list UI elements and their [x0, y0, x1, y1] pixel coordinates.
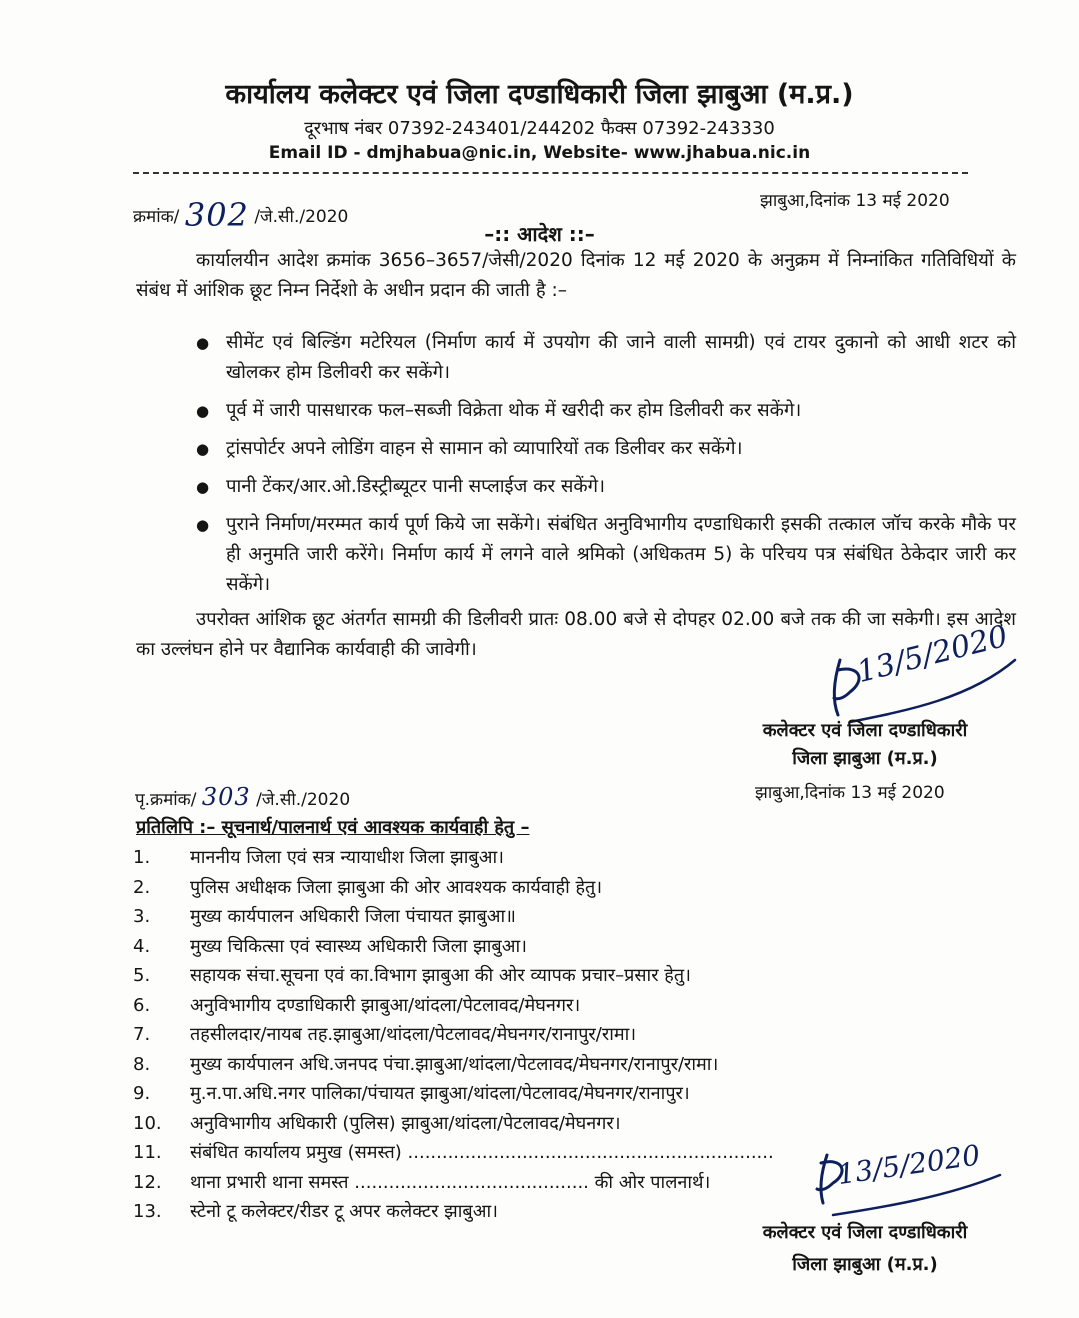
list-item: [133, 1109, 973, 1139]
copy-signatory-designation: कलेक्टर एवं जिला दण्डाधिकारी: [762, 1222, 968, 1243]
list-item: [133, 961, 973, 991]
recipient-number: 5.: [133, 965, 151, 986]
list-item: [133, 1079, 973, 1109]
list-item: [133, 1050, 973, 1080]
copy-signatory-district: जिला झाबुआ (म.प्र.): [792, 1254, 938, 1275]
signatory-district: जिला झाबुआ (म.प्र.): [792, 748, 938, 769]
recipient-number: 7.: [133, 1024, 151, 1045]
list-item: [133, 1020, 973, 1050]
recipient-number: 1.: [133, 847, 151, 868]
recipient-text: मु.न.पा.अधि.नगर पालिका/पंचायत झाबुआ/थांदला/पेटलावद/मेघनगर/रानापुर।: [190, 1083, 690, 1104]
recipient-number: 9.: [133, 1083, 151, 1104]
recipient-number: 6.: [133, 994, 151, 1016]
copy-date: झाबुआ,दिनांक 13 मई 2020: [755, 783, 945, 803]
recipient-number: 3.: [133, 906, 151, 927]
copy-ref-number-handwritten: 303: [201, 783, 251, 811]
recipient-text: स्टेनो टू कलेक्टर/रीडर टू अपर कलेक्टर झाबुआ।: [190, 1201, 498, 1222]
email-website-line: Email ID - dmjhabua@nic.in, Website- www.jhabua.nic.in: [268, 143, 811, 163]
recipient-number: 10.: [133, 1112, 162, 1134]
signatory-designation: कलेक्टर एवं जिला दण्डाधिकारी: [762, 720, 968, 741]
recipient-text: सहायक संचा.सूचना एवं का.विभाग झाबुआ की ओर व्यापक प्रचार–प्रसार हेतु।: [190, 965, 691, 986]
list-item: [133, 873, 973, 903]
recipient-number: 13.: [133, 1201, 162, 1222]
directive-item: ● पानी टेंकर/आर.ओ.डिस्ट्रीब्यूटर पानी सप्लाईज कर सकेंगे।: [196, 472, 1016, 502]
recipient-text: पुलिस अधीक्षक जिला झाबुआ की ओर आवश्यक कार्यवाही हेतु।: [190, 876, 603, 898]
recipient-text: मुख्य चिकित्सा एवं स्वास्थ्य अधिकारी जिला झाबुआ।: [190, 935, 527, 957]
recipient-text: अनुविभागीय दण्डाधिकारी झाबुआ/थांदला/पेटलावद/मेघनगर।: [190, 994, 581, 1016]
office-title: कार्यालय कलेक्टर एवं जिला दण्डाधिकारी जिला झाबुआ (म.प्र.): [225, 79, 854, 110]
order-ref-prefix: क्रमांक/: [133, 207, 180, 227]
order-ref-suffix: /जे.सी./2020: [254, 207, 349, 227]
recipient-number: 2.: [133, 876, 151, 898]
directive-item: ● ट्रांसपोर्टर अपने लोडिंग वाहन से सामान को व्यापारियों तक डिलीवर कर सकेंगे।: [196, 434, 1016, 464]
directive-item: ● पुराने निर्माण/मरम्मत कार्य पूर्ण किये जा सकेंगे। संबंधित अनुविभागीय दण्डाधिकारी इसकी तत्काल जॉच करके मौके पर ही अनुमति जारी करेंगे। निर्माण कार्य में लगने वाले श्रमिको (अधिकतम 5) के परिचय पत्र संबंधित ठेकेदार जारी कर सकेंगे।: [196, 510, 1016, 600]
list-item: [133, 902, 973, 932]
order-ref-number-handwritten: 302: [184, 196, 249, 234]
list-item: [133, 932, 973, 962]
order-date: झाबुआ,दिनांक 13 मई 2020: [760, 191, 950, 211]
order-intro: कार्यालयीन आदेश क्रमांक 3656–3657/जेसी/2020 दिनांक 12 मई 2020 के अनुक्रम में निम्नांकित गतिविधियों के संबंध में आंशिक छूट निम्न निर्देशो के अधीन प्रदान की जाती है :–: [136, 250, 1016, 301]
recipient-number: 12.: [133, 1171, 162, 1193]
recipient-text: थाना प्रभारी थाना समस्त ......................................... की ओर पालनार्थ।: [190, 1171, 711, 1193]
signature-date: 13/5/2020: [853, 618, 1012, 690]
copy-title: प्रतिलिपि :– सूचनार्थ/पालनार्थ एवं आवश्यक कार्यवाही हेतु –: [136, 817, 530, 838]
phone-fax-line: दूरभाष नंबर 07392-243401/244202 फैक्स 07392-243330: [304, 118, 775, 139]
copy-ref-prefix: पृ.क्रमांक/: [135, 790, 197, 810]
directive-item: ● पूर्व में जारी पासधारक फल–सब्जी विक्रेता थोक में खरीदी कर होम डिलीवरी कर सकेंगे।: [196, 396, 1016, 426]
recipient-text: मुख्य कार्यपालन अधि.जनपद पंचा.झाबुआ/थांदला/पेटलावद/मेघनगर/रानापुर/रामा।: [190, 1053, 719, 1075]
recipient-text: संबंधित कार्यालय प्रमुख (समस्त) ................................................................: [190, 1142, 774, 1163]
copy-ref-suffix: /जे.सी./2020: [256, 790, 351, 810]
order-title: –:: आदेश ::–: [484, 222, 595, 246]
copy-reference: [135, 783, 350, 811]
order-closing: उपरोक्त आंशिक छूट अंतर्गत सामग्री की डिलीवरी प्रातः 08.00 बजे से दोपहर 02.00 बजे तक की जा सकेगी। इस आदेश का उल्लंघन होने पर वैद्यानिक कार्यवाही की जावेगी।: [136, 609, 1016, 660]
list-item: [133, 843, 973, 873]
list-item: [133, 991, 973, 1021]
recipient-text: तहसीलदार/नायब तह.झाबुआ/थांदला/पेटलावद/मेघनगर/रानापुर/रामा।: [190, 1024, 637, 1045]
directive-item: ● सीमेंट एवं बिल्डिंग मटेरियल (निर्माण कार्य में उपयोग की जाने वाली सामग्री) एवं टायर दुकानो को आधी शटर को खोलकर होम डिलीवरी कर सकेंगे।: [196, 328, 1016, 388]
header-divider: [133, 172, 968, 174]
recipient-text: अनुविभागीय अधिकारी (पुलिस) झाबुआ/थांदला/पेटलावद/मेघनगर।: [190, 1112, 621, 1134]
copy-signature-date: 13/5/2020: [835, 1138, 983, 1191]
recipient-text: मुख्य कार्यपालन अधिकारी जिला पंचायत झाबुआ॥: [190, 906, 516, 927]
recipient-number: 4.: [133, 935, 151, 957]
directive-list: [196, 328, 1016, 608]
recipient-number: 8.: [133, 1053, 151, 1075]
recipient-number: 11.: [133, 1142, 162, 1163]
recipient-text: माननीय जिला एवं सत्र न्यायाधीश जिला झाबुआ।: [190, 847, 504, 868]
